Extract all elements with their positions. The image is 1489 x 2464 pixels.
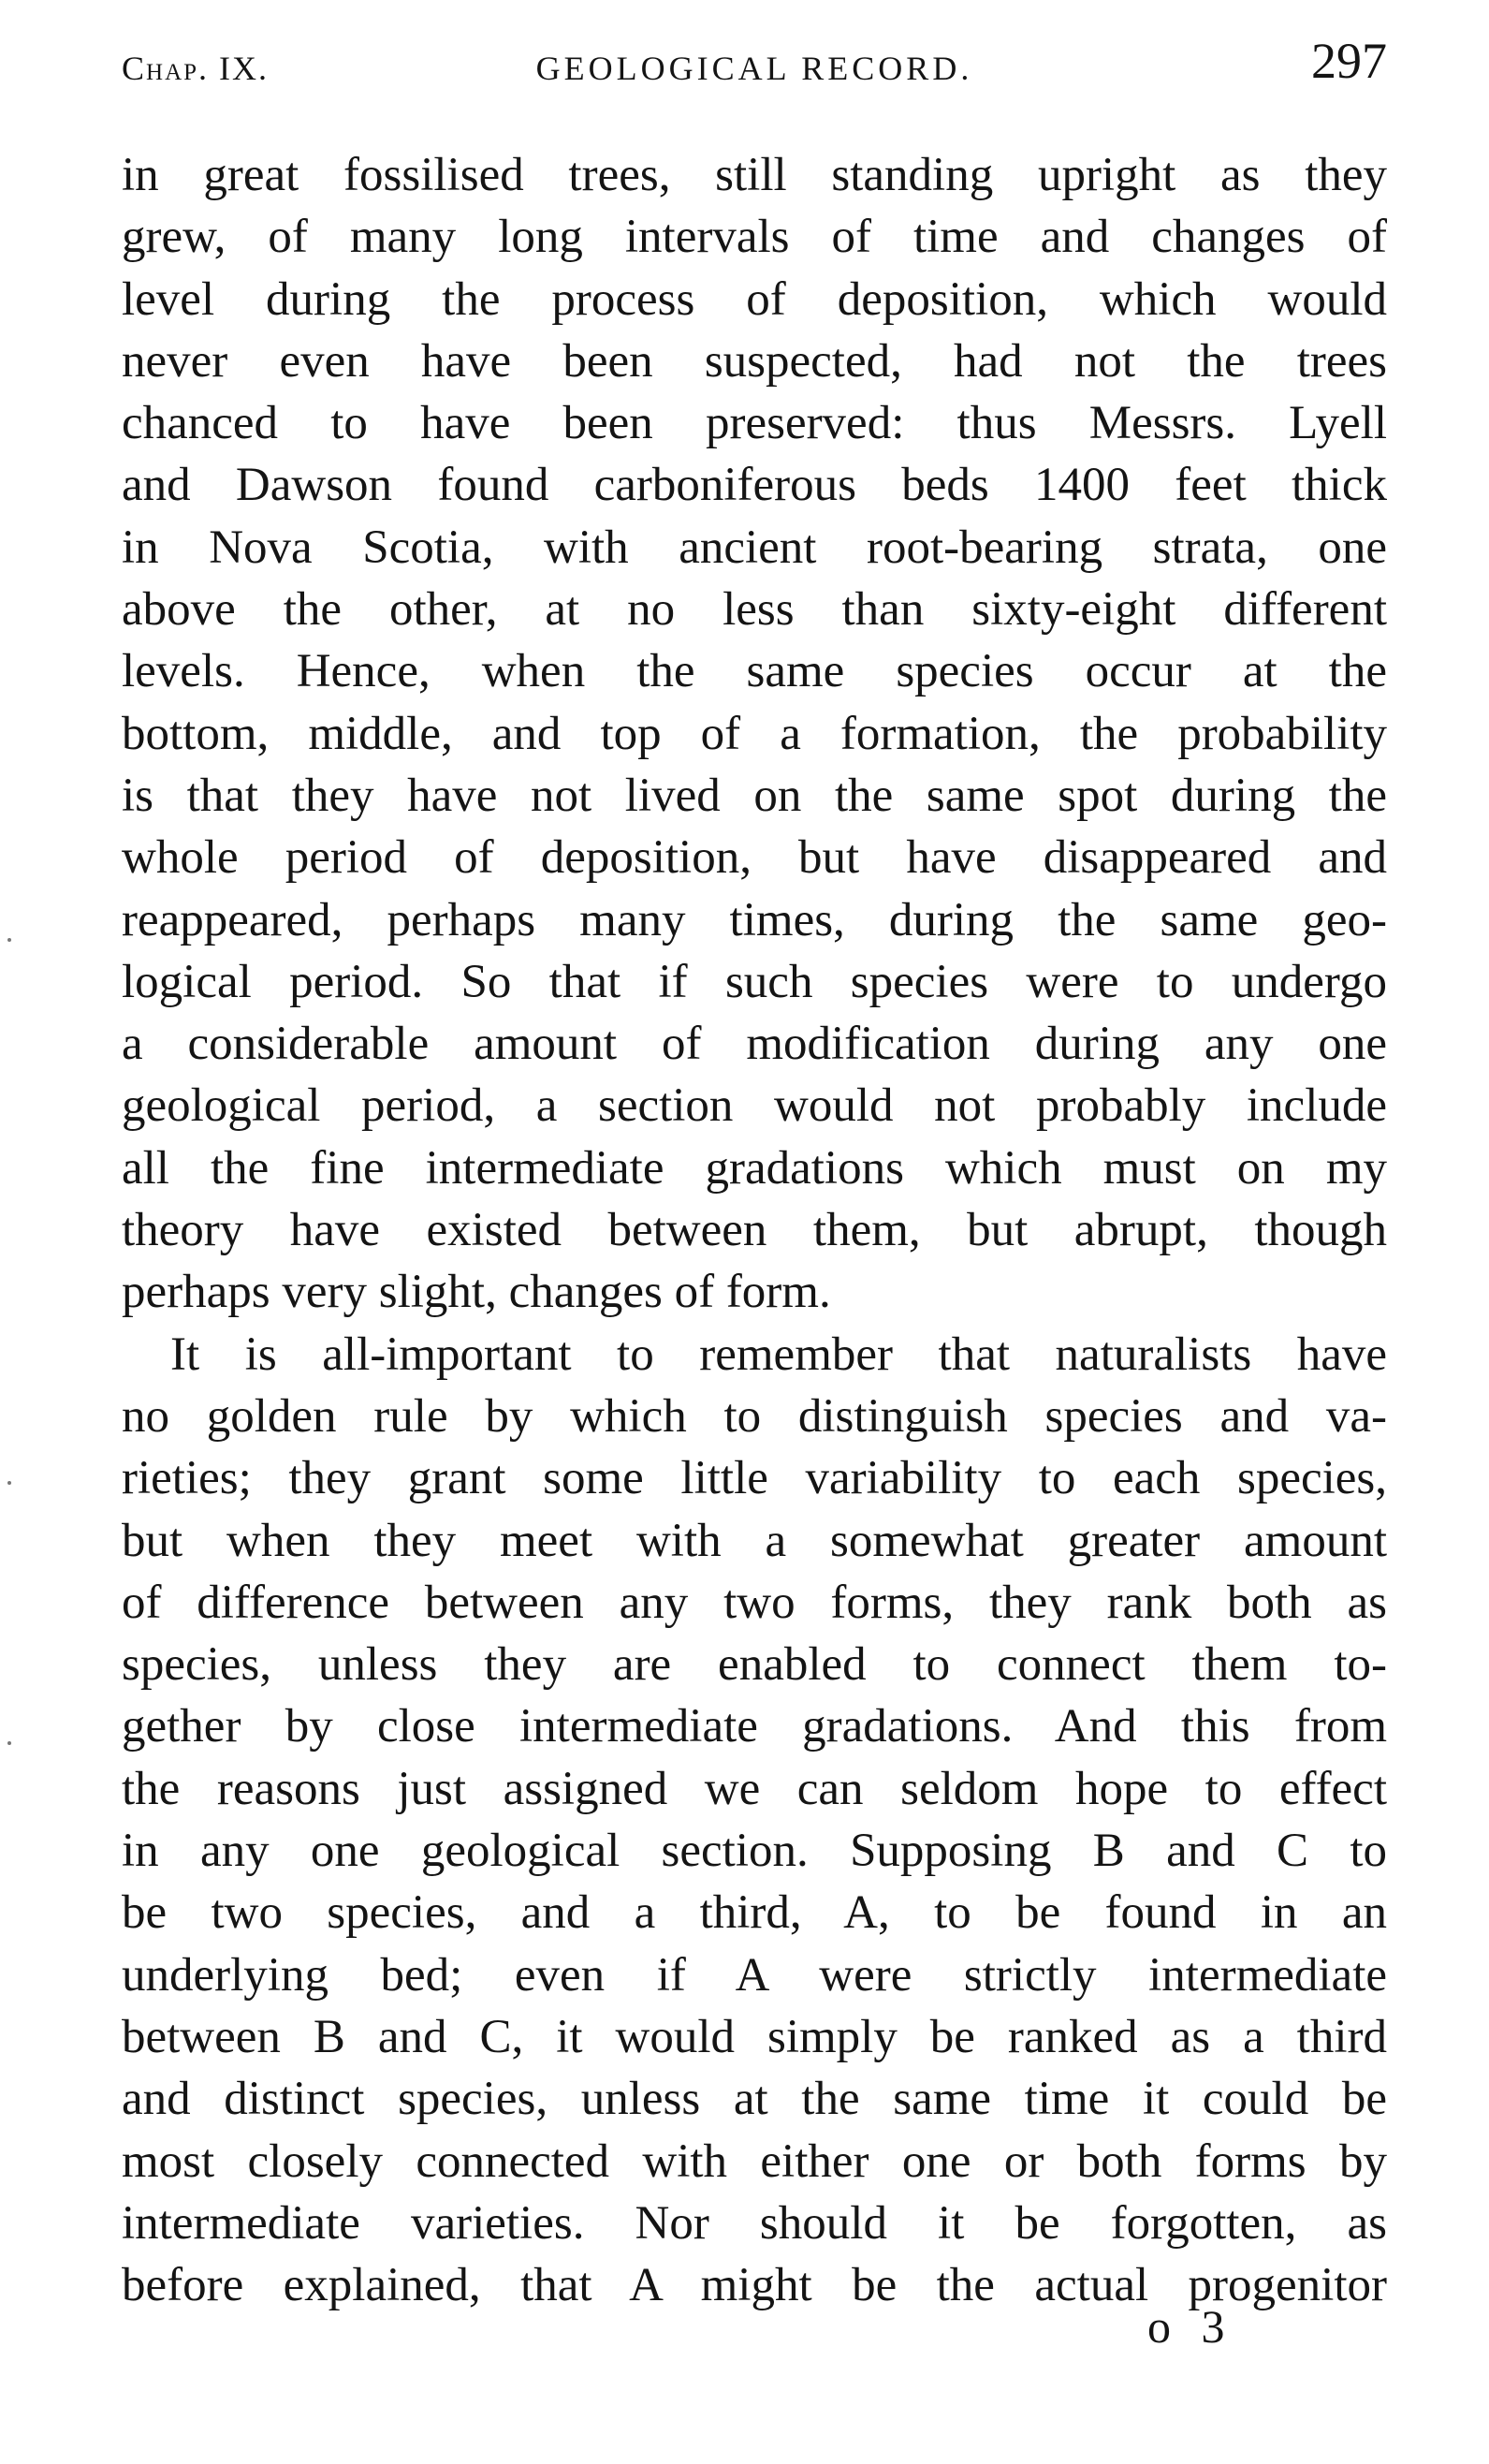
text-line: level during the process of deposition, which would: [122, 272, 1387, 326]
body-text: [122, 144, 1387, 2316]
margin-speck: [7, 1481, 11, 1485]
text-line: the reasons just assigned we can seldom hope to effect: [122, 1762, 1387, 1815]
text-line: a considerable amount of modification during any one: [122, 1018, 1387, 1071]
text-line: and Dawson found carboniferous beds 1400 feet thick: [122, 459, 1387, 512]
text-line: It is all-important to remember that naturalists have: [170, 1327, 1387, 1381]
paragraph: [122, 144, 1387, 1324]
text-line: all the fine intermediate gradations which must on my: [122, 1141, 1387, 1195]
page-number: 297: [1311, 33, 1387, 89]
text-line: most closely connected with either one or both forms by: [122, 2134, 1387, 2188]
text-line: whole period of deposition, but have disappeared and: [122, 831, 1387, 885]
text-line: in great fossilised trees, still standing upright as they: [122, 149, 1387, 201]
text-line: rieties; they grant some little variability to each species,: [122, 1452, 1387, 1505]
text-line: be two species, and a third, A, to be found in an: [122, 1886, 1387, 1940]
text-line: but when they meet with a somewhat greater amount: [122, 1514, 1387, 1567]
text-line: between B and C, it would simply be ranked as a third: [122, 2010, 1387, 2063]
text-line: no golden rule by which to distinguish species and va-: [122, 1389, 1387, 1443]
text-line: never even have been suspected, had not the trees: [122, 334, 1387, 388]
text-line: is that they have not lived on the same spot during the: [122, 769, 1387, 822]
text-line: before explained, that A might be the actual progenitor: [122, 2259, 1387, 2312]
text-line: logical period. So that if such species were to undergo: [122, 955, 1387, 1008]
text-line: in Nova Scotia, with ancient root-bearing strata, one: [122, 521, 1387, 574]
text-line: grew, of many long intervals of time and changes of: [122, 211, 1387, 264]
text-line: reappeared, perhaps many times, during the same geo-: [122, 893, 1387, 946]
signature-mark: o 3: [1147, 2300, 1234, 2353]
text-line: intermediate varieties. Nor should it be forgotten, as: [122, 2196, 1387, 2250]
text-line: underlying bed; even if A were strictly intermediate: [122, 1948, 1387, 2002]
text-line: in any one geological section. Supposing B and C to: [122, 1825, 1387, 1878]
running-title: GEOLOGICAL RECORD.: [535, 50, 973, 87]
text-line: and distinct species, unless at the same time it could be: [122, 2073, 1387, 2126]
running-head: [122, 32, 1387, 97]
text-line: levels. Hence, when the same species occur at the: [122, 645, 1387, 698]
margin-speck: [7, 938, 11, 942]
text-line: above the other, at no less than sixty-eight different: [122, 583, 1387, 637]
text-line: species, unless they are enabled to connect them to-: [122, 1638, 1387, 1692]
margin-speck: [7, 1741, 11, 1745]
text-line: geological period, a section would not probably include: [122, 1079, 1387, 1133]
text-line: chanced to have been preserved: thus Messrs. Lyell: [122, 397, 1387, 450]
text-line: of difference between any two forms, they rank both as: [122, 1576, 1387, 1629]
paragraph: [122, 1324, 1387, 2317]
text-line: perhaps very slight, changes of form.: [122, 1266, 831, 1319]
text-line: bottom, middle, and top of a formation, the probability: [122, 707, 1387, 760]
chapter-label: Chap. IX.: [122, 50, 270, 87]
text-line: theory have existed between them, but abrupt, though: [122, 1204, 1387, 1257]
text-line: gether by close intermediate gradations. And this from: [122, 1700, 1387, 1753]
